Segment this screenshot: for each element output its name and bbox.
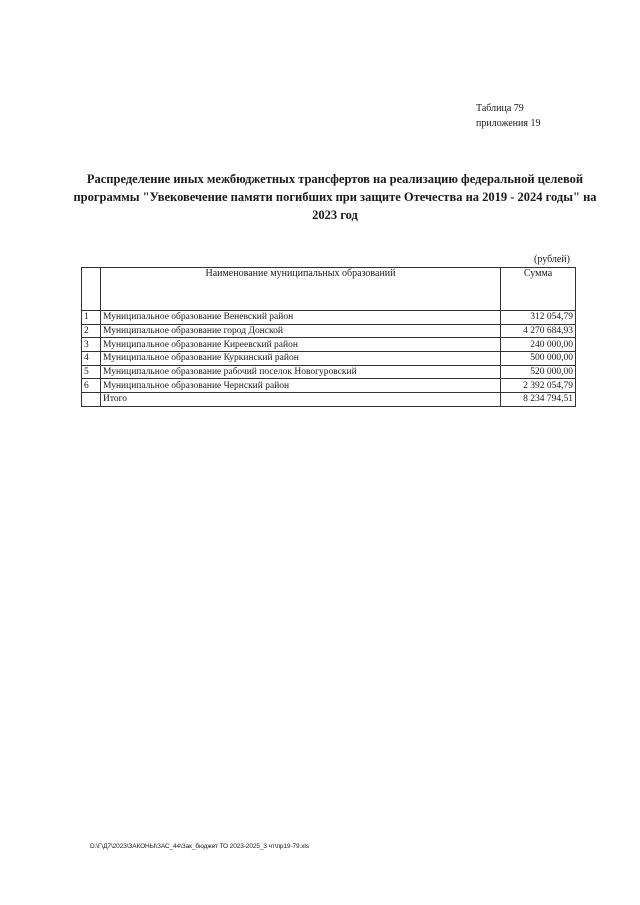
- appendix-reference: приложения 19: [476, 118, 541, 129]
- table-row: [82, 352, 576, 366]
- row-number: [82, 393, 101, 407]
- column-header-number: [82, 268, 101, 311]
- table-row: [82, 365, 576, 379]
- table-header-row: [82, 268, 576, 311]
- row-number: 1: [82, 311, 101, 325]
- table-row: [82, 338, 576, 352]
- row-name: Итого: [101, 393, 501, 407]
- row-number: 6: [82, 379, 101, 393]
- transfers-table: [81, 267, 576, 407]
- column-header-name: Наименование муниципальных образований: [101, 268, 501, 311]
- row-name: Муниципальное образование рабочий поселок Новогуровский: [101, 365, 501, 379]
- row-name: Муниципальное образование Чернский район: [101, 379, 501, 393]
- total-row: [82, 393, 576, 407]
- table-reference: [476, 101, 540, 131]
- column-header-sum: Сумма: [501, 268, 576, 311]
- row-number: 2: [82, 324, 101, 338]
- row-sum: 312 054,79: [501, 311, 576, 325]
- row-name: Муниципальное образование Веневский район: [101, 311, 501, 325]
- table-number: Таблица 79: [476, 103, 524, 114]
- row-name: Муниципальное образование город Донской: [101, 324, 501, 338]
- row-sum: 8 234 794,51: [501, 393, 576, 407]
- row-name: Муниципальное образование Киреевский район: [101, 338, 501, 352]
- file-path-footer: D:\Г\Д7\2023\ЗАКОНЫ\ЗАС_44\Зак_бюджет ТО 2023-2025_3 чт\пр19-79.xls: [90, 843, 309, 850]
- row-name: Муниципальное образование Куркинский район: [101, 352, 501, 366]
- table-row: [82, 379, 576, 393]
- row-sum: 240 000,00: [501, 338, 576, 352]
- unit-label: (рублей): [534, 254, 571, 265]
- table-row: [82, 324, 576, 338]
- document-title: Распределение иных межбюджетных трансфертов на реализацию федеральной целевой программы "Увековечение памяти погибших при защите Отечества на 2019 - 2024 годы" на 2023 год: [73, 172, 597, 222]
- row-number: 3: [82, 338, 101, 352]
- row-sum: 500 000,00: [501, 352, 576, 366]
- row-number: 5: [82, 365, 101, 379]
- row-number: 4: [82, 352, 101, 366]
- row-sum: 4 270 684,93: [501, 324, 576, 338]
- table-row: [82, 311, 576, 325]
- row-sum: 520 000,00: [501, 365, 576, 379]
- row-sum: 2 392 054,79: [501, 379, 576, 393]
